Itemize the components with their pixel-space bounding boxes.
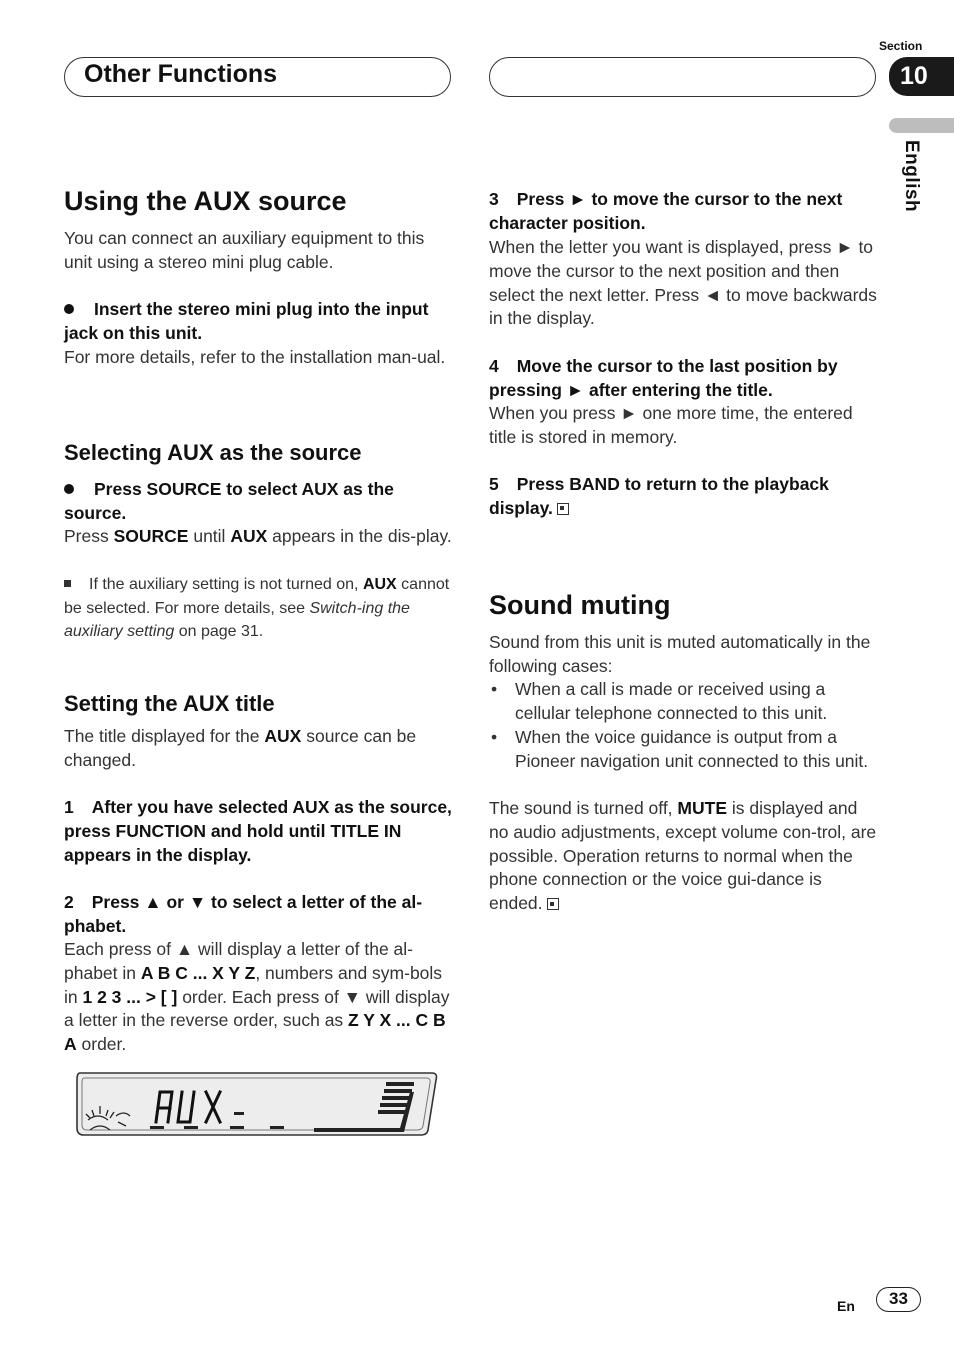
step-4-detail: When you press ► one more time, the entered title is stored in memory.	[489, 403, 853, 447]
section-label: Section	[879, 39, 923, 53]
mute-list-item: • When the voice guidance is output from a Pioneer navigation unit connected to this unit.	[489, 726, 877, 774]
language-tab	[889, 118, 954, 133]
insert-detail: For more details, refer to the installation man-ual.	[64, 347, 446, 367]
end-mark-icon	[557, 503, 569, 515]
section-title: Other Functions	[84, 60, 278, 88]
step-2: 2 Press ▲ or ▼ to select a letter of the al-phabet.	[64, 892, 423, 936]
aux-heading: Using the AUX source	[64, 186, 347, 216]
lcd-display-icon	[74, 1070, 440, 1138]
mute-list-item: • When a call is made or received using a cellular telephone connected to this unit.	[489, 678, 877, 726]
select-note: If the auxiliary setting is not turned on, AUX cannot be selected. For more details, see Switch-ing the auxiliary setting on page 31.	[64, 576, 450, 641]
mute-detail: The sound is turned off, MUTE is displayed and no audio adjustments, except volume con-trol, are possible. Operation returns to normal when the phone connection or the voice gui-dance is ended.	[489, 798, 877, 914]
note-square-icon	[64, 580, 71, 587]
lcd-display-illustration	[74, 1070, 440, 1138]
section-number: 10	[889, 57, 954, 96]
title-intro: The title displayed for the AUX source can be changed.	[64, 726, 417, 770]
footer-language-code: En	[837, 1298, 855, 1314]
mute-heading: Sound muting	[489, 590, 671, 620]
step-1: 1 After you have selected AUX as the source, press FUNCTION and hold until TITLE IN appears in the display.	[64, 797, 452, 865]
end-mark-icon	[547, 898, 559, 910]
select-step: Press SOURCE to select AUX as the source.	[64, 479, 394, 523]
mute-intro: Sound from this unit is muted automatically in the following cases:	[489, 632, 871, 676]
select-detail: Press SOURCE until AUX appears in the dis-play.	[64, 526, 452, 546]
insert-step: Insert the stereo mini plug into the input jack on this unit.	[64, 299, 429, 343]
step-3: 3 Press ► to move the cursor to the next character position.	[489, 189, 843, 233]
bullet-dot-icon	[64, 304, 74, 314]
title-heading: Setting the AUX title	[64, 691, 275, 716]
language-label: English	[901, 140, 922, 213]
selecting-heading: Selecting AUX as the source	[64, 440, 362, 465]
step-5: 5 Press BAND to return to the playback display.	[489, 474, 829, 518]
bullet-dot-icon	[64, 484, 74, 494]
step-4: 4 Move the cursor to the last position by pressing ► after entering the title.	[489, 356, 838, 400]
step-3-detail: When the letter you want is displayed, press ► to move the cursor to the next position and then select the next letter. Press ◄ to move backwards in the display.	[489, 237, 877, 329]
step-2-detail: Each press of ▲ will display a letter of the al-phabet in A B C ... X Y Z, numbers and sym-bols in 1 2 3 ... > [ ] order. Each press of ▼ will display a letter in the reverse order, such as Z Y X ... C B A order.	[64, 939, 450, 1055]
aux-intro: You can connect an auxiliary equipment to this unit using a stereo mini plug cable.	[64, 228, 425, 272]
header-pill-right	[489, 57, 876, 97]
page-number: 33	[876, 1287, 921, 1312]
